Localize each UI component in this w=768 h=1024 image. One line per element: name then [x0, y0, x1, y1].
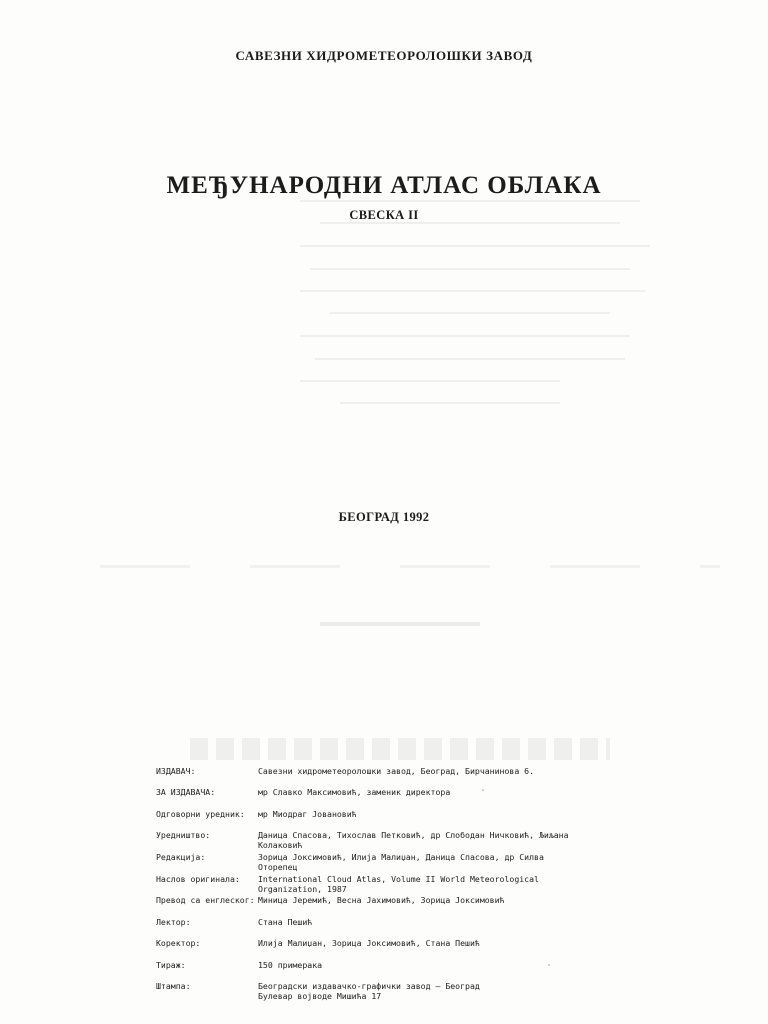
- bleed-through-line: [320, 622, 480, 626]
- place-and-year: БЕОГРАД 1992: [338, 510, 430, 524]
- imprint-value: Савезни хидрометеоролошки завод, Београд, Бирчанинова 6.: [258, 766, 535, 776]
- imprint-value: Миница Јеремић, Весна Јахимовић, Зорица Јоксимовић: [258, 895, 505, 905]
- scan-speck: [548, 964, 550, 966]
- imprint-value: мр Миодраг Јовановић: [258, 809, 357, 819]
- imprint-value: Стана Пешић: [258, 917, 313, 927]
- imprint-value: Даница Спасова, Тихослав Петковић, др Слободан Ничковић, Љиљана Колаковић: [258, 830, 569, 850]
- volume-label: СВЕСКА II: [349, 208, 419, 222]
- imprint-label: Лектор:: [156, 917, 191, 927]
- imprint-value-line: Булевар војводе Мишића 17: [258, 991, 382, 1001]
- bleed-through-title: [190, 738, 610, 760]
- publisher-name: САВЕЗНИ ХИДРОМЕТЕОРОЛОШКИ ЗАВОД: [235, 48, 533, 63]
- book-title: МЕЂУНАРОДНИ АТЛАС ОБЛАКА: [166, 172, 602, 199]
- imprint-label: Уредништво:: [156, 830, 211, 840]
- imprint-label: Тираж:: [156, 960, 186, 970]
- imprint-label: ЗА ИЗДАВАЧА:: [156, 787, 216, 797]
- scan-speck: [482, 789, 484, 791]
- imprint-label: Одговорни уредник:: [156, 809, 245, 819]
- imprint-value: 150 примерака: [258, 960, 323, 970]
- imprint-label: Коректор:: [156, 938, 201, 948]
- imprint-value: Илија Малиџан, Зорица Јоксимовић, Стана Пешић: [258, 938, 480, 948]
- imprint-value: Зорица Јоксимовић, Илија Малиџан, Даница Спасова, др Силва Оторепец: [258, 852, 544, 872]
- imprint-label: Штампа:: [156, 981, 191, 991]
- imprint-label: ИЗДАВАЧ:: [156, 766, 196, 776]
- bleed-through-text: [300, 190, 660, 430]
- imprint-value-line: Београдски издавачко-графички завод — Београд: [258, 981, 480, 991]
- imprint-label: Редакција:: [156, 852, 206, 862]
- imprint-label: Наслов оригинала:: [156, 874, 240, 884]
- imprint-value: International Cloud Atlas, Volume II World Meteorological Organization, 1987: [258, 874, 539, 894]
- imprint-label: Превод са енглеског:: [156, 895, 255, 905]
- imprint-value: мр Славко Максимовић, заменик директора: [258, 787, 451, 797]
- imprint-value: [258, 981, 588, 1001]
- bleed-through-line: [100, 565, 720, 568]
